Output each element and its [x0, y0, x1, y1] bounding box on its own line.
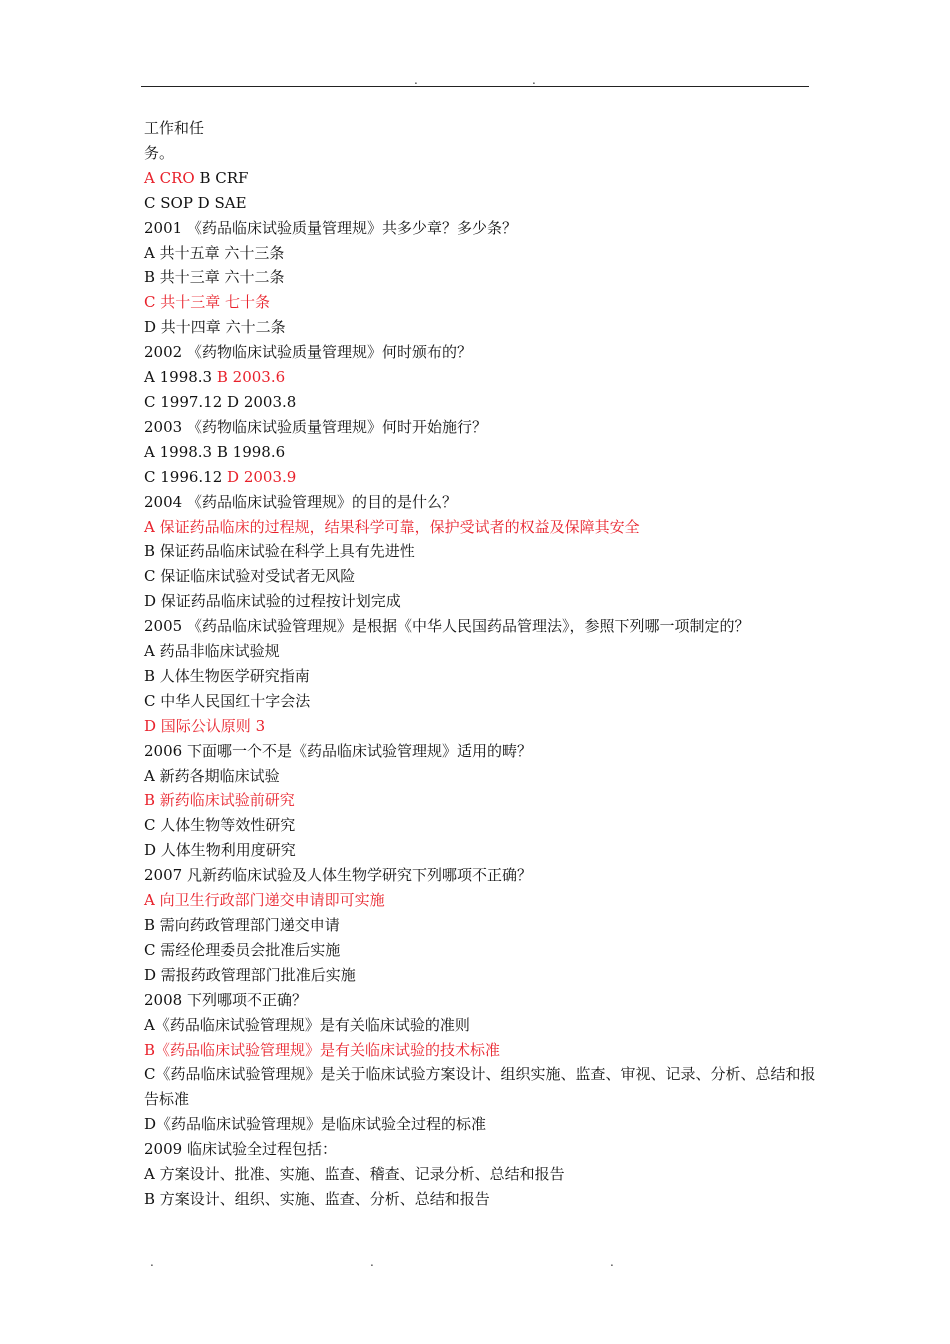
text-line [144, 714, 816, 739]
text-line [144, 739, 816, 764]
text-segment: B 方案设计、组织、实施、监查、分析、总结和报告 [144, 1189, 490, 1208]
text-line [144, 988, 816, 1013]
text-segment: D 需报药政管理部门批准后实施 [144, 965, 356, 984]
text-line [144, 141, 816, 166]
question-text-body [144, 116, 816, 1212]
text-line [144, 216, 816, 241]
text-segment: 务。 [144, 143, 175, 162]
text-segment: 2001 《药品临床试验质量管理规》共多少章？多少条？ [144, 218, 517, 237]
text-line [144, 564, 816, 589]
text-segment: A 共十五章 六十三条 [144, 243, 285, 262]
text-line [144, 913, 816, 938]
text-segment: B CRF [194, 168, 249, 187]
text-line [144, 963, 816, 988]
text-line [144, 639, 816, 664]
text-line [144, 863, 816, 888]
text-line [144, 788, 816, 813]
text-segment: C 1996.12 [144, 467, 228, 486]
footer-dot: . [610, 1255, 614, 1269]
text-segment: A 1998.3 [144, 368, 217, 387]
text-line [144, 166, 816, 191]
text-segment: A 方案设计、批准、实施、监查、稽查、记录分析、总结和报告 [144, 1165, 565, 1184]
text-line [144, 664, 816, 689]
text-line [144, 315, 816, 340]
text-segment: D 人体生物利用度研究 [144, 841, 296, 860]
text-segment: B 保证药品临床试验在科学上具有先进性 [144, 542, 415, 561]
text-line [144, 1112, 816, 1137]
answer-highlight: C 共十三章 七十条 [144, 293, 271, 312]
text-segment: A 药品非临床试验规 [144, 642, 280, 661]
text-segment: 工作和任 [144, 119, 205, 137]
text-line [144, 490, 816, 515]
text-line [144, 614, 816, 639]
text-line [144, 1013, 816, 1038]
text-segment: 2009 临床试验全过程包括： [144, 1140, 337, 1159]
text-line [144, 390, 816, 415]
text-line [144, 465, 816, 490]
text-line [144, 1038, 816, 1063]
header-rule [141, 86, 809, 87]
text-segment: C 保证临床试验对受试者无风险 [144, 567, 356, 586]
text-segment: 2008 下列哪项不正确？ [144, 990, 307, 1009]
text-segment: A《药品临床试验管理规》是有关临床试验的准则 [144, 1015, 470, 1034]
answer-highlight: D 2003.9 [227, 467, 297, 486]
text-segment: C 人体生物等效性研究 [144, 816, 296, 835]
answer-highlight: A 保证药品临床的过程规，结果科学可靠，保护受试者的权益及保障其安全 [144, 517, 640, 536]
text-line [144, 241, 816, 266]
text-segment: C SOP D SAE [144, 193, 247, 212]
text-line [144, 365, 816, 390]
text-line [144, 888, 816, 913]
text-segment: C 中华人民国红十字会法 [144, 691, 311, 710]
text-segment: 2002 《药物临床试验质量管理规》何时颁布的？ [144, 343, 472, 362]
text-segment: 2003 《药物临床试验质量管理规》何时开始施行？ [144, 417, 487, 436]
text-segment: 2005 《药品临床试验管理规》是根据《中华人民国药品管理法》，参照下列哪一项制定的？ [144, 617, 750, 636]
text-segment: 2006 下面哪一个不是《药品临床试验管理规》适用的畴？ [144, 741, 532, 760]
answer-highlight: B 新药临床试验前研究 [144, 791, 295, 810]
text-line [144, 938, 816, 963]
text-line [144, 340, 816, 365]
text-segment: D 共十四章 六十二条 [144, 318, 286, 337]
text-line [144, 290, 816, 315]
text-segment: 2007 凡新药临床试验及人体生物学研究下列哪项不正确？ [144, 866, 532, 885]
text-line [144, 265, 816, 290]
text-line [144, 764, 816, 789]
text-segment: A 1998.3 B 1998.6 [144, 442, 286, 461]
header-dot: . [532, 73, 536, 87]
text-line [144, 1187, 816, 1212]
text-segment: B 共十三章 六十二条 [144, 268, 285, 287]
text-line [144, 838, 816, 863]
text-segment: A 新药各期临床试验 [144, 766, 280, 785]
text-segment: C 需经伦理委员会批准后实施 [144, 940, 341, 959]
answer-highlight: D 国际公认原则 3 [144, 716, 266, 735]
text-segment: C《药品临床试验管理规》是关于临床试验方案设计、组织实施、监查、审视、记录、分析、总结和报告标准 [144, 1065, 816, 1109]
text-line [144, 1162, 816, 1187]
footer-dot: . [150, 1255, 154, 1269]
answer-highlight: A CRO [144, 168, 195, 187]
text-segment: B 需向药政管理部门递交申请 [144, 916, 340, 934]
answer-highlight: B 2003.6 [216, 368, 286, 387]
text-line [144, 191, 816, 216]
text-segment: D《药品临床试验管理规》是临床试验全过程的标准 [144, 1115, 487, 1134]
footer-dot: . [370, 1255, 374, 1269]
text-line [144, 539, 816, 564]
answer-highlight: A 向卫生行政部门递交申请即可实施 [144, 891, 385, 910]
text-segment: D 保证药品临床试验的过程按计划完成 [144, 592, 401, 611]
text-line [144, 589, 816, 614]
text-segment: C 1997.12 D 2003.8 [144, 392, 297, 411]
text-line [144, 689, 816, 714]
header-dot: . [414, 73, 418, 87]
text-segment: B 人体生物医学研究指南 [144, 666, 310, 685]
text-line [144, 116, 816, 141]
text-line [144, 440, 816, 465]
text-line [144, 813, 816, 838]
text-line [144, 1062, 816, 1112]
answer-highlight: B《药品临床试验管理规》是有关临床试验的技术标准 [144, 1040, 501, 1059]
text-line [144, 1137, 816, 1162]
text-line [144, 415, 816, 440]
text-line [144, 515, 816, 540]
text-segment: 2004 《药品临床试验管理规》的目的是什么？ [144, 492, 457, 511]
